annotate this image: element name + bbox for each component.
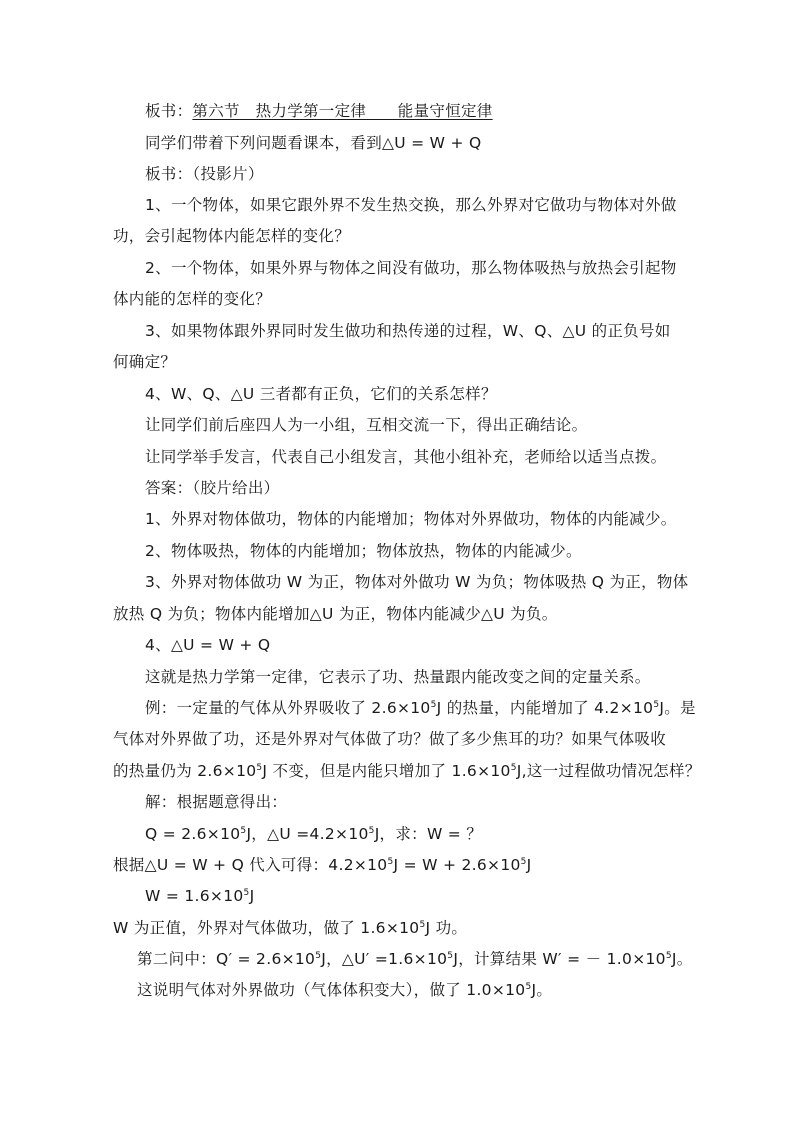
question-2-line-2: 体内能的怎样的变化？ bbox=[113, 290, 272, 308]
question-3-line-1: 3、如果物体跟外界同时发生做功和热传递的过程，W、Q、△U 的正负号如 bbox=[145, 322, 671, 340]
board-projection-line: 板书：（投影片） bbox=[145, 165, 264, 183]
solution-heading-line: 解：根据题意得出： bbox=[145, 793, 288, 811]
answer-1-line: 1、外界对物体做功，物体的内能增加；物体对外界做功，物体的内能减少。 bbox=[145, 510, 677, 528]
example-line-2: 气体对外界做了功，还是外界对气体做了功？做了多少焦耳的功？如果气体吸收 bbox=[113, 730, 667, 748]
substitution-line: 根据△U = W + Q 代入可得：$4.2\times 10^5J = W + 2.6\times 10^5J$ bbox=[113, 856, 532, 874]
question-1-line-1: 1、一个物体，如果它跟外界不发生热交换，那么外界对它做功与物体对外做 bbox=[145, 196, 677, 214]
question-4-line: 4、W、Q、△U 三者都有正负，它们的关系怎样？ bbox=[145, 385, 497, 403]
answer-3-line-2: 放热 Q 为负；物体内能增加△U 为正，物体内能减少△U 为负。 bbox=[113, 605, 558, 623]
answer-heading-line: 答案：（胶片给出） bbox=[145, 479, 280, 497]
given-values-line: $Q = 2.6\times 10^5J$，△U $=4.2\times 10^5J$，求：W = ？ bbox=[145, 825, 483, 843]
question-1-line-2: 功，会引起物体内能怎样的变化？ bbox=[113, 227, 351, 245]
result-line: $W = 1.6\times 10^5J$ bbox=[145, 887, 255, 905]
final-conclusion-line: 这说明气体对外界做功（气体体积变大），做了 $1.0\times 10^5J$。 bbox=[137, 981, 553, 999]
first-law-line: 这就是热力学第一定律，它表示了功、热量跟内能改变之间的定量关系。 bbox=[145, 668, 651, 686]
conclusion-line-1: W 为正值，外界对气体做功，做了 $1.6\times 10^5J$ 功。 bbox=[113, 919, 468, 937]
speech-line: 让同学举手发言，代表自己小组发言，其他小组补充，老师给以适当点拨。 bbox=[145, 448, 667, 466]
board-title-line bbox=[145, 101, 793, 121]
group-discussion-line: 让同学们前后座四人为一小组，互相交流一下，得出正确结论。 bbox=[145, 416, 588, 434]
answer-3-line-1: 3、外界对物体做功 W 为正，物体对外做功 W 为负；物体吸热 Q 为正，物体 bbox=[145, 573, 689, 591]
question-2-line-1: 2、一个物体，如果外界与物体之间没有做功，那么物体吸热与放热会引起物 bbox=[145, 259, 677, 277]
answer-4-line: 4、△U = W + Q bbox=[145, 636, 271, 654]
second-question-line: 第二问中：$Q' = 2.6\times 10^5J$，△U′ $=1.6\times 10^5J$，计算结果 W′ = － $1.0\times 10^5J$。 bbox=[137, 950, 693, 968]
answer-2-line: 2、物体吸热，物体的内能增加；物体放热，物体的内能减少。 bbox=[145, 542, 582, 560]
section-title: 第六节 热力学第一定律 能量守恒定律 bbox=[192, 102, 493, 120]
board-label: 板书： bbox=[145, 102, 193, 120]
example-line-3: 的热量仍为 $2.6\times 10^5J$ 不变，但是内能只增加了 $1.6\times 10^5J$,这一过程做功情况怎样？ bbox=[113, 762, 701, 780]
example-line-1: 例：一定量的气体从外界吸收了 $2.6\times 10^5J$ 的热量，内能增加了 $4.2\times 10^5J$。是 bbox=[145, 699, 696, 717]
intro-line: 同学们带着下列问题看课本，看到△U = W + Q bbox=[145, 134, 482, 152]
question-3-line-2: 何确定？ bbox=[113, 353, 177, 371]
